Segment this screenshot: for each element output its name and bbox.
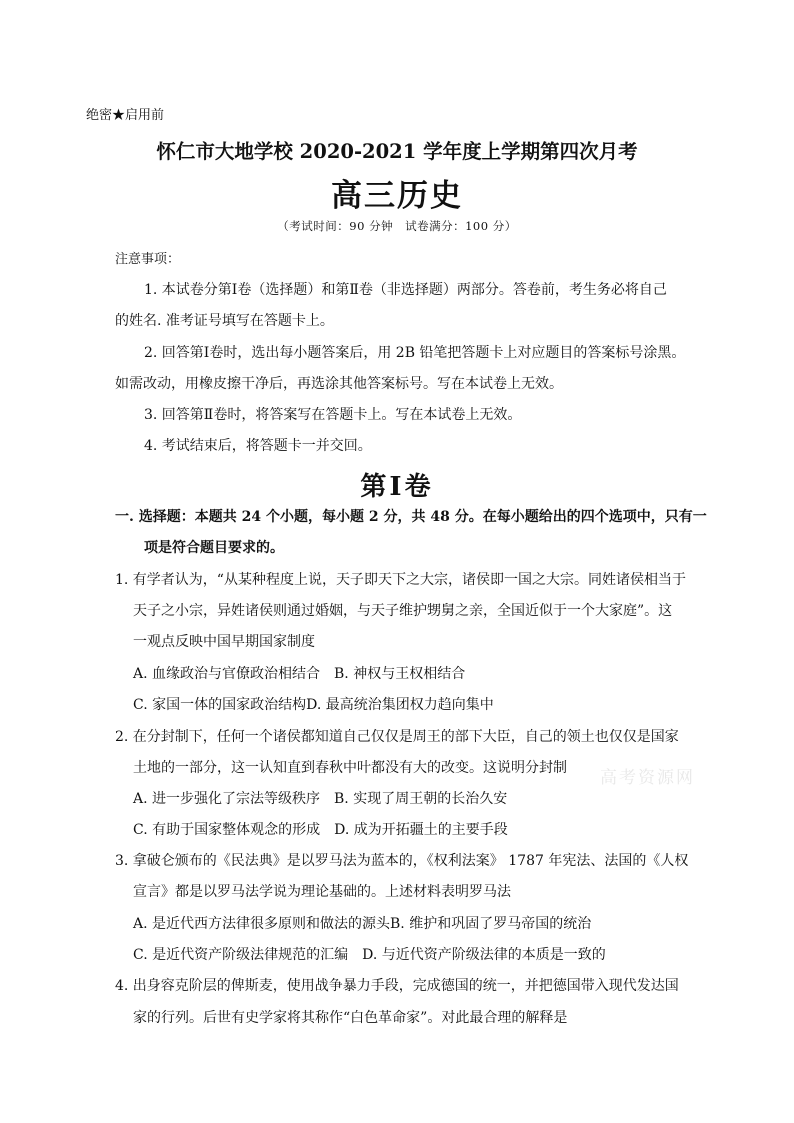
question-3-options: A. 是近代西方法律很多原则和做法的源头B. 维护和巩固了罗马帝国的统治 — [133, 916, 592, 932]
question-1-options: C. 家国一体的国家政治结构D. 最高统治集团权力趋向集中 — [133, 697, 494, 713]
question-2-options: C. 有助于国家整体观念的形成 D. 成为开拓疆土的主要手段 — [133, 822, 508, 838]
question-3-stem: 3. 拿破仑颁布的《民法典》是以罗马法为蓝本的，《权利法案》 1787 年宪法、法国的《人权 — [115, 853, 689, 869]
question-1-stem: 1. 有学者认为，“从某种程度上说，天子即天下之大宗，诸侯即一国之大宗。同姓诸侯相当于 — [115, 572, 686, 588]
section-instruction: 一. 选择题：本题共 24 个小题，每小题 2 分，共 48 分。在每小题给出的四个选项中，只有一 — [115, 509, 707, 525]
notes-line: 1. 本试卷分第Ⅰ卷（选择题）和第Ⅱ卷（非选择题）两部分。答卷前，考生务必将自己 — [144, 282, 667, 298]
notes-line: 2. 回答第Ⅰ卷时，选出每小题答案后，用 2B 铅笔把答题卡上对应题目的答案标号涂黑。 — [144, 345, 686, 361]
watermark: 高考资源网 — [600, 768, 695, 788]
exam-title: 怀仁市大地学校 2020-2021 学年度上学期第四次月考 — [156, 140, 638, 163]
notes-line: 4. 考试结束后，将答题卡一并交回。 — [144, 438, 372, 454]
question-2-stem: 土地的一部分，这一认知直到春秋中叶都没有大的改变。这说明分封制 — [133, 760, 567, 776]
question-4-stem: 家的行列。后世有史学家将其称作“白色革命家”。对此最合理的解释是 — [133, 1010, 568, 1026]
subject-title: 高三历史 — [331, 178, 463, 214]
question-1-stem: 天子之小宗，异姓诸侯则通过婚姻，与天子维护甥舅之亲，全国近似于一个大家庭”。这 — [133, 603, 673, 619]
notes-line: 如需改动，用橡皮擦干净后，再选涂其他答案标号。写在本试卷上无效。 — [115, 376, 563, 392]
notes-line: 3. 回答第Ⅱ卷时，将答案写在答题卡上。写在本试卷上无效。 — [144, 407, 522, 423]
notes-title: 注意事项： — [115, 252, 181, 267]
section-instruction: 项是符合题目要求的。 — [144, 540, 284, 556]
question-2-options: A. 进一步强化了宗法等级秩序 B. 实现了周王朝的长治久安 — [133, 791, 508, 807]
section-title: 第Ⅰ卷 — [360, 472, 434, 502]
question-3-stem: 宣言》都是以罗马法学说为理论基础的。上述材料表明罗马法 — [133, 884, 511, 900]
question-1-stem: 一观点反映中国早期国家制度 — [133, 634, 315, 650]
question-4-stem: 4. 出身容克阶层的俾斯麦，使用战争暴力手段，完成德国的统一，并把德国带入现代发达国 — [115, 978, 679, 994]
question-2-stem: 2. 在分封制下，任何一个诸侯都知道自己仅仅是周王的部下大臣，自己的领土也仅仅是国家 — [115, 729, 679, 745]
exam-info: （考试时间：90 分钟 试卷满分：100 分） — [277, 219, 517, 233]
question-1-options: A. 血缘政治与官僚政治相结合 B. 神权与王权相结合 — [133, 666, 466, 682]
secret-mark: 绝密★启用前 — [86, 108, 165, 123]
question-3-options: C. 是近代资产阶级法律规范的汇编 D. 与近代资产阶级法律的本质是一致的 — [133, 947, 606, 963]
notes-line: 的姓名. 准考证号填写在答题卡上。 — [115, 313, 334, 329]
